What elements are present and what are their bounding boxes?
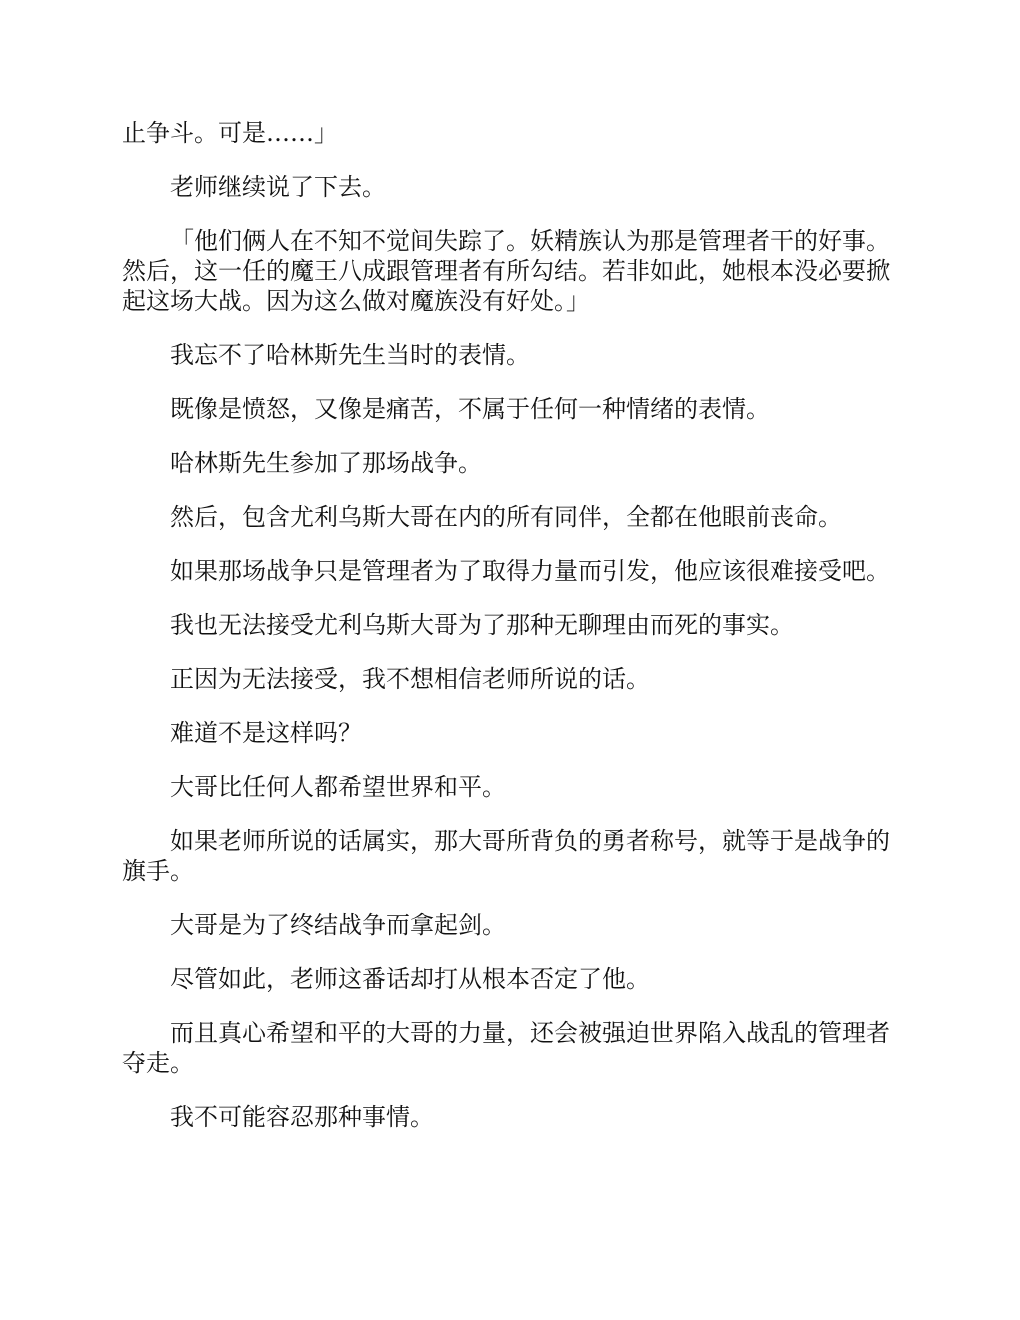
paragraph: 哈林斯先生参加了那场战争。 (170, 449, 482, 477)
paragraph: 然后，包含尤利乌斯大哥在内的所有同伴，全都在他眼前丧命。 (170, 503, 842, 531)
paragraph: 既像是愤怒，又像是痛苦，不属于任何一种情绪的表情。 (170, 395, 770, 423)
paragraph: 老师继续说了下去。 (170, 173, 386, 201)
paragraph: 大哥比任何人都希望世界和平。 (170, 773, 506, 801)
paragraph: 我不可能容忍那种事情。 (170, 1103, 434, 1131)
paragraph: 我也无法接受尤利乌斯大哥为了那种无聊理由而死的事实。 (170, 611, 794, 639)
paragraph: 尽管如此，老师这番话却打从根本否定了他。 (170, 965, 650, 993)
paragraph: 我忘不了哈林斯先生当时的表情。 (170, 341, 530, 369)
body-text (122, 118, 902, 1156)
paragraph: 难道不是这样吗？ (170, 719, 362, 747)
paragraph: 正因为无法接受，我不想相信老师所说的话。 (170, 665, 650, 693)
paragraph: 「他们俩人在不知不觉间失踪了。妖精族认为那是管理者干的好事。然后，这一任的魔王八成跟管理者有所勾结。若非如此，她根本没必要掀起这场大战。因为这么做对魔族没有好处。」 (122, 227, 890, 315)
paragraph: 如果那场战争只是管理者为了取得力量而引发，他应该很难接受吧。 (170, 557, 890, 585)
paragraph: 大哥是为了终结战争而拿起剑。 (170, 911, 506, 939)
paragraph: 而且真心希望和平的大哥的力量，还会被强迫世界陷入战乱的管理者夺走。 (122, 1019, 890, 1077)
paragraph: 止争斗。可是……」 (122, 119, 338, 147)
paragraph: 如果老师所说的话属实，那大哥所背负的勇者称号，就等于是战争的旗手。 (122, 827, 890, 885)
